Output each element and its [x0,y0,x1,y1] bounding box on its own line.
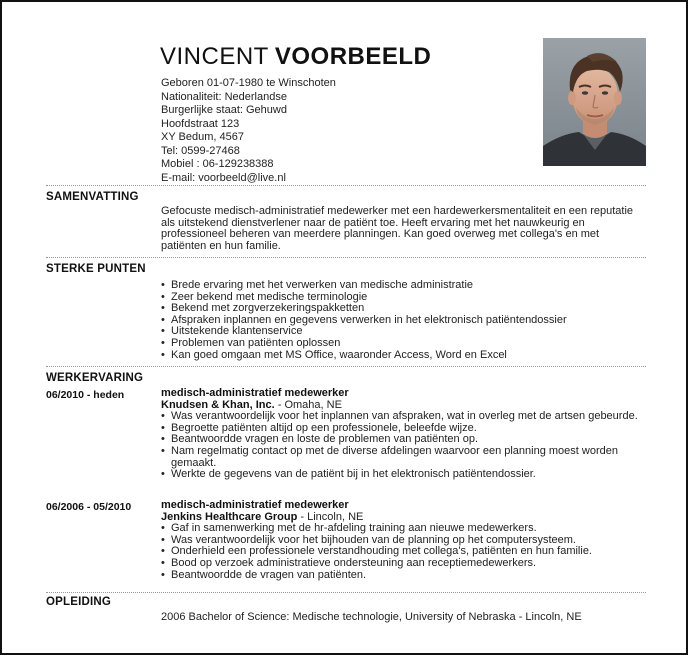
list-item: • Beantwoordde de vragen van patiënten. [161,570,646,582]
section-title-experience: WERKERVARING [46,372,144,384]
contact-line-mobile: Mobiel : 06-129238388 [161,158,274,170]
list-item: • Onderhield een professionele verstandhouding met collega's, patiënten en hun familie. [161,546,646,558]
employer-name: Jenkins Healthcare Group [161,510,298,523]
employer-location: - Lincoln, NE [297,510,364,523]
list-item: • Problemen van patiënten oplossen [161,338,646,350]
list-item: • Brede ervaring met het verwerken van medische administratie [161,280,646,292]
strengths-list [161,280,646,361]
job-bullets [161,411,646,481]
summary-text: Gefocuste medisch-administratief medewerker met een hardewerkersmentaliteit en een reputatie als uitstekend dienstverlener naar de patiënt toe. Heeft ervaring met het nauwkeurig en professioneel beheren van meerdere planningen. Kan goed overweg met collega's en met patiënten en hun familie. [161,205,634,252]
divider-summary [46,185,646,186]
contact-line-birth: Geboren 01-07-1980 te Winschoten [161,77,336,89]
list-item: • Nam regelmatig contact op met de diverse afdelingen waarvoor een planning moest worden gemaakt. [161,446,646,469]
job-bullets [161,523,646,581]
divider-experience [46,366,646,367]
list-item: • Uitstekende klantenservice [161,326,646,338]
list-item: • Werkte de gegevens van de patiënt bij in het elektronisch patiëntendossier. [161,469,646,481]
section-title-education: OPLEIDING [46,596,112,608]
job-dates: 06/2010 - heden [46,389,125,401]
contact-line-email: E-mail: voorbeeld@live.nl [161,171,286,184]
contact-line-nationality: Nationaliteit: Nederlandse [161,90,287,103]
employer-name: Knudsen & Khan, Inc. [161,398,275,411]
list-item: • Begroette patiënten altijd op een professionele, beleefde wijze. [161,423,646,435]
list-item: • Zeer bekend met medische terminologie [161,292,646,304]
divider-strengths [46,257,646,258]
candidate-name [160,44,431,70]
divider-education [46,592,646,593]
job-title: medisch-administratief medewerker [161,499,349,511]
job-title: medisch-administratief medewerker [161,387,349,399]
contact-line-city: XY Bedum, 4567 [161,131,244,143]
contact-details [161,77,336,185]
contact-line-marital-status: Burgerlijke staat: Gehuwd [161,104,287,116]
employer-location: - Omaha, NE [274,398,342,411]
section-title-summary: SAMENVATTING [46,191,139,203]
list-item: • Was verantwoordelijk voor het bijhouden van de planning op het computersysteem. [161,535,646,547]
last-name: VOORBEELD [274,43,432,70]
education-text: 2006 Bachelor of Science: Medische technologie, University of Nebraska - Lincoln, NE [161,611,582,623]
profile-photo [543,38,646,166]
list-item: • Gaf in samenwerking met de hr-afdeling training aan nieuwe medewerkers. [161,523,646,535]
list-item: • Bekend met zorgverzekeringspakketten [161,303,646,315]
list-item: • Beantwoordde vragen en loste de problemen van patiënten op. [161,434,646,446]
section-title-strengths: STERKE PUNTEN [46,263,146,275]
first-name: VINCENT [160,43,269,70]
list-item: • Was verantwoordelijk voor het inplannen van afspraken, wat in overleg met de artsen gebeurde. [161,411,646,423]
list-item: • Afspraken inplannen en gegevens verwerken in het elektronisch patiëntendossier [161,315,646,327]
contact-line-street: Hoofdstraat 123 [161,117,240,130]
portrait-illustration [543,38,646,166]
job-entry-1 [161,388,646,481]
list-item: • Kan goed omgaan met MS Office, waaronder Access, Word en Excel [161,350,646,362]
job-dates: 06/2006 - 05/2010 [46,501,132,513]
contact-line-phone: Tel: 0599-27468 [161,144,240,157]
job-entry-2 [161,500,646,581]
list-item: • Bood op verzoek administratieve ondersteuning aan receptiemedewerkers. [161,558,646,570]
